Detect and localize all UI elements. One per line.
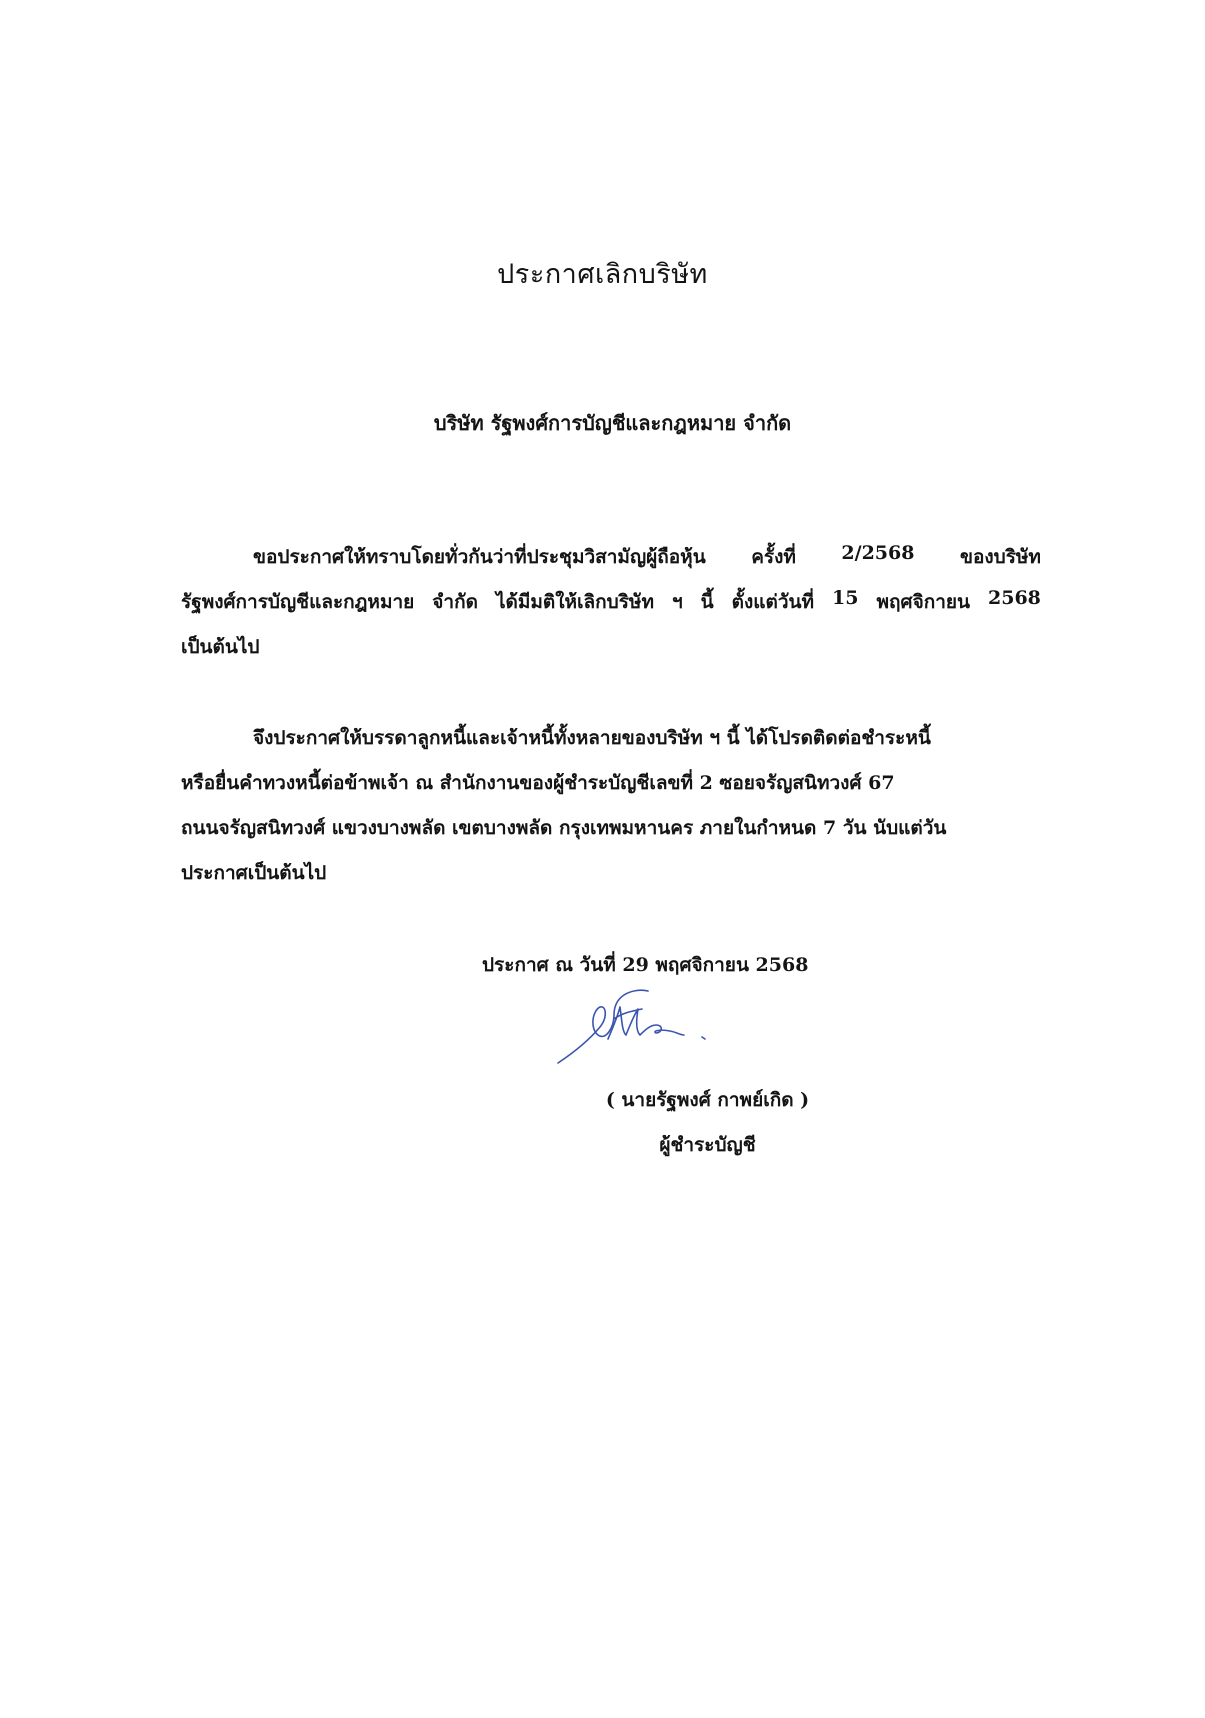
text-segment: ครั้งที่ — [751, 546, 796, 568]
page-title: ประกาศเลิกบริษัท — [497, 259, 708, 290]
paragraph-1-line-2 — [181, 587, 1041, 617]
signature-stroke — [702, 1037, 705, 1039]
announcement-date: ประกาศ ณ วันที่ 29 พฤศจิกายน 2568 — [482, 954, 809, 976]
text-segment: ฯ — [671, 591, 683, 613]
paragraph-1-line-1 — [253, 542, 1041, 572]
text-segment: 15 — [832, 587, 859, 609]
text-segment: พฤศจิกายน — [876, 591, 971, 613]
text-segment: 2/2568 — [841, 542, 915, 564]
text-segment: รัฐพงศ์การบัญชีและกฎหมาย — [181, 591, 415, 613]
text-segment: ขอประกาศให้ทราบโดยทั่วกันว่าที่ประชุมวิสามัญผู้ถือหุ้น — [253, 546, 706, 568]
signature-image — [556, 985, 716, 1065]
paragraph-2-line-2: หรือยื่นคำทวงหนี้ต่อข้าพเจ้า ณ สำนักงานของผู้ชำระบัญชีเลขที่ 2 ซอยจรัญสนิทวงศ์ 67 — [181, 772, 895, 794]
signature-stroke — [608, 1007, 684, 1039]
signature-stroke — [558, 990, 648, 1063]
signer-name: ( นายรัฐพงศ์ กาพย์เกิด ) — [605, 1089, 810, 1111]
paragraph-1-line-3: เป็นต้นไป — [181, 636, 260, 658]
text-segment: จำกัด — [432, 591, 478, 613]
text-segment: ของบริษัท — [959, 546, 1041, 568]
text-segment: 2568 — [988, 587, 1041, 609]
text-segment: ตั้งแต่วันที่ — [731, 591, 815, 613]
company-name: บริษัท รัฐพงศ์การบัญชีและกฎหมาย จำกัด — [433, 411, 792, 435]
paragraph-2-line-1: จึงประกาศให้บรรดาลูกหนี้และเจ้าหนี้ทั้งหลายของบริษัท ฯ นี้ ได้โปรดติดต่อชำระหนี้ — [253, 727, 931, 749]
signer-role: ผู้ชำระบัญชี — [659, 1134, 756, 1156]
paragraph-2-line-3: ถนนจรัญสนิทวงศ์ แขวงบางพลัด เขตบางพลัด กรุงเทพมหานคร ภายในกำหนด 7 วัน นับแต่วัน — [181, 817, 947, 839]
paragraph-2-line-4: ประกาศเป็นต้นไป — [181, 862, 327, 884]
text-segment: ได้มีมติให้เลิกบริษัท — [495, 591, 654, 613]
text-segment: นี้ — [700, 591, 714, 613]
